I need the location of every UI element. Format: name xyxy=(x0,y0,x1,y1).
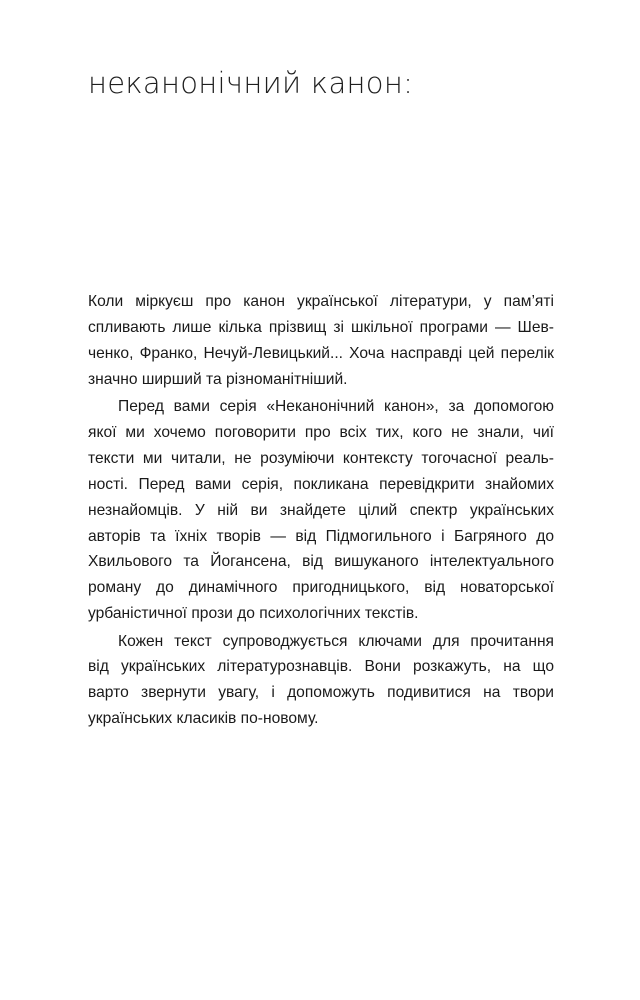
paragraph-line: Перед вами серія «Неканонічний канон», за допомогою xyxy=(118,398,554,416)
paragraph-1 xyxy=(88,289,554,393)
paragraph-line: Хвильового та Йогансена, від вишуканого інтелектуального xyxy=(88,553,554,571)
paragraph-line: урбаністичної прози до психологічних текстів. xyxy=(88,605,419,623)
paragraph-line: ності. Перед вами серія, покликана перевідкрити знайомих xyxy=(88,475,554,493)
paragraph-line: українських класиків по-новому. xyxy=(88,710,319,728)
paragraph-line: ченко, Франко, Нечуй-Левицький... Хоча насправді цей перелік xyxy=(88,344,554,362)
paragraph-line: значно ширший та різноманітніший. xyxy=(88,370,348,388)
paragraph-line: Коли міркуєш про канон української літератури, у пам’яті xyxy=(88,293,554,310)
paragraph-line: тексти ми читали, не розуміючи контексту тогочасної реаль- xyxy=(88,449,554,467)
body-text xyxy=(88,289,554,734)
page-title: неканонічний канон: xyxy=(88,66,414,100)
paragraph-line: варто звернути увагу, і допоможуть подивитися на твори xyxy=(88,684,554,702)
paragraph-3 xyxy=(88,629,554,733)
paragraph-line: роману до динамічного пригодницького, від новаторської xyxy=(88,579,554,597)
paragraph-line: авторів та їхніх творів — від Підмогильного і Багряного до xyxy=(88,527,554,545)
paragraph-2 xyxy=(88,394,554,627)
paragraph-line: спливають лише кілька прізвищ зі шкільної програми — Шев- xyxy=(88,318,554,336)
paragraph-line: від українських літературознавців. Вони розкажуть, на що xyxy=(88,658,554,676)
paragraph-line: Кожен текст супроводжується ключами для прочитання xyxy=(118,632,554,650)
paragraph-line: якої ми хочемо поговорити про всіх тих, кого не знали, чиї xyxy=(88,423,554,441)
paragraph-line: незнайомців. У ній ви знайдете цілий спектр українських xyxy=(88,501,554,519)
